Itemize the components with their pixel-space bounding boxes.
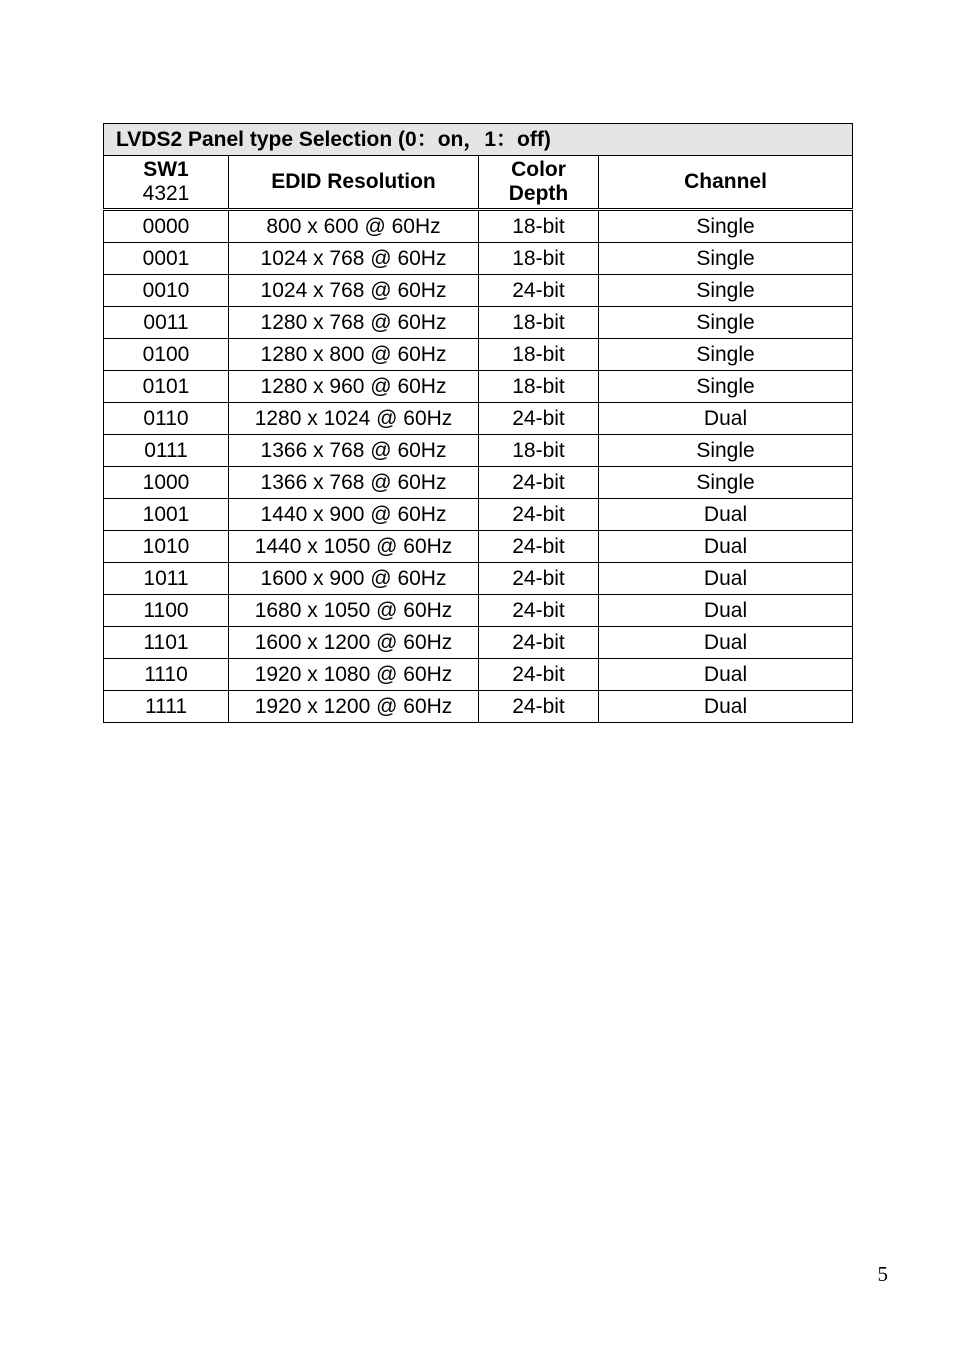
cell-sw1: 1100 [104, 595, 229, 627]
cell-resolution: 1024 x 768 @ 60Hz [229, 275, 479, 307]
cell-sw1: 0000 [104, 210, 229, 243]
cell-channel: Single [599, 467, 853, 499]
cell-channel: Dual [599, 659, 853, 691]
header-channel: Channel [599, 156, 853, 210]
cell-channel: Single [599, 275, 853, 307]
cell-channel: Single [599, 307, 853, 339]
table-body [104, 210, 853, 723]
cell-color-depth: 18-bit [479, 210, 599, 243]
table-row [104, 307, 853, 339]
cell-resolution: 1280 x 800 @ 60Hz [229, 339, 479, 371]
cell-channel: Dual [599, 627, 853, 659]
table-row [104, 691, 853, 723]
cell-resolution: 1366 x 768 @ 60Hz [229, 435, 479, 467]
table-row [104, 499, 853, 531]
cell-resolution: 1680 x 1050 @ 60Hz [229, 595, 479, 627]
lvds2-panel-type-table [103, 123, 853, 723]
cell-sw1: 0011 [104, 307, 229, 339]
header-resolution: EDID Resolution [229, 156, 479, 210]
table-row [104, 531, 853, 563]
cell-color-depth: 24-bit [479, 595, 599, 627]
cell-channel: Single [599, 435, 853, 467]
cell-channel: Dual [599, 691, 853, 723]
cell-sw1: 1110 [104, 659, 229, 691]
header-sw1-label: SW1 [143, 158, 189, 181]
cell-channel: Dual [599, 531, 853, 563]
cell-color-depth: 18-bit [479, 243, 599, 275]
cell-resolution: 1280 x 1024 @ 60Hz [229, 403, 479, 435]
cell-sw1: 1000 [104, 467, 229, 499]
cell-sw1: 1001 [104, 499, 229, 531]
table-row [104, 627, 853, 659]
header-row [104, 156, 853, 210]
cell-resolution: 800 x 600 @ 60Hz [229, 210, 479, 243]
cell-channel: Dual [599, 595, 853, 627]
cell-sw1: 0100 [104, 339, 229, 371]
cell-color-depth: 24-bit [479, 499, 599, 531]
cell-color-depth: 24-bit [479, 531, 599, 563]
table-row [104, 339, 853, 371]
cell-resolution: 1600 x 1200 @ 60Hz [229, 627, 479, 659]
header-sw1-sublabel: 4321 [142, 182, 190, 205]
cell-resolution: 1920 x 1200 @ 60Hz [229, 691, 479, 723]
table-row [104, 467, 853, 499]
cell-sw1: 1101 [104, 627, 229, 659]
table-row [104, 659, 853, 691]
cell-sw1: 0101 [104, 371, 229, 403]
cell-color-depth: 24-bit [479, 403, 599, 435]
cell-resolution: 1366 x 768 @ 60Hz [229, 467, 479, 499]
cell-color-depth: 24-bit [479, 467, 599, 499]
cell-channel: Single [599, 371, 853, 403]
cell-sw1: 1010 [104, 531, 229, 563]
header-color-depth-line1: Color [511, 158, 566, 181]
cell-resolution: 1280 x 768 @ 60Hz [229, 307, 479, 339]
table-row [104, 243, 853, 275]
cell-channel: Dual [599, 403, 853, 435]
cell-channel: Single [599, 210, 853, 243]
header-sw1 [104, 156, 229, 210]
cell-sw1: 0111 [104, 435, 229, 467]
table-title: LVDS2 Panel type Selection (0：on，1：off) [104, 124, 853, 156]
cell-resolution: 1280 x 960 @ 60Hz [229, 371, 479, 403]
cell-resolution: 1600 x 900 @ 60Hz [229, 563, 479, 595]
cell-resolution: 1920 x 1080 @ 60Hz [229, 659, 479, 691]
header-color-depth [479, 156, 599, 210]
cell-sw1: 1111 [104, 691, 229, 723]
cell-resolution: 1440 x 900 @ 60Hz [229, 499, 479, 531]
cell-color-depth: 24-bit [479, 563, 599, 595]
cell-color-depth: 24-bit [479, 691, 599, 723]
cell-color-depth: 18-bit [479, 371, 599, 403]
cell-color-depth: 18-bit [479, 307, 599, 339]
cell-color-depth: 24-bit [479, 659, 599, 691]
cell-channel: Single [599, 243, 853, 275]
table-row [104, 371, 853, 403]
cell-resolution: 1440 x 1050 @ 60Hz [229, 531, 479, 563]
table-row [104, 595, 853, 627]
cell-resolution: 1024 x 768 @ 60Hz [229, 243, 479, 275]
cell-color-depth: 24-bit [479, 275, 599, 307]
cell-channel: Dual [599, 563, 853, 595]
cell-sw1: 0001 [104, 243, 229, 275]
table-row [104, 563, 853, 595]
table-row [104, 435, 853, 467]
cell-sw1: 0110 [104, 403, 229, 435]
cell-color-depth: 24-bit [479, 627, 599, 659]
table-row [104, 210, 853, 243]
cell-color-depth: 18-bit [479, 435, 599, 467]
cell-channel: Single [599, 339, 853, 371]
page-number: 5 [877, 1262, 888, 1286]
table-row [104, 403, 853, 435]
table-row [104, 275, 853, 307]
header-color-depth-line2: Depth [508, 182, 569, 205]
cell-channel: Dual [599, 499, 853, 531]
cell-color-depth: 18-bit [479, 339, 599, 371]
cell-sw1: 1011 [104, 563, 229, 595]
cell-sw1: 0010 [104, 275, 229, 307]
